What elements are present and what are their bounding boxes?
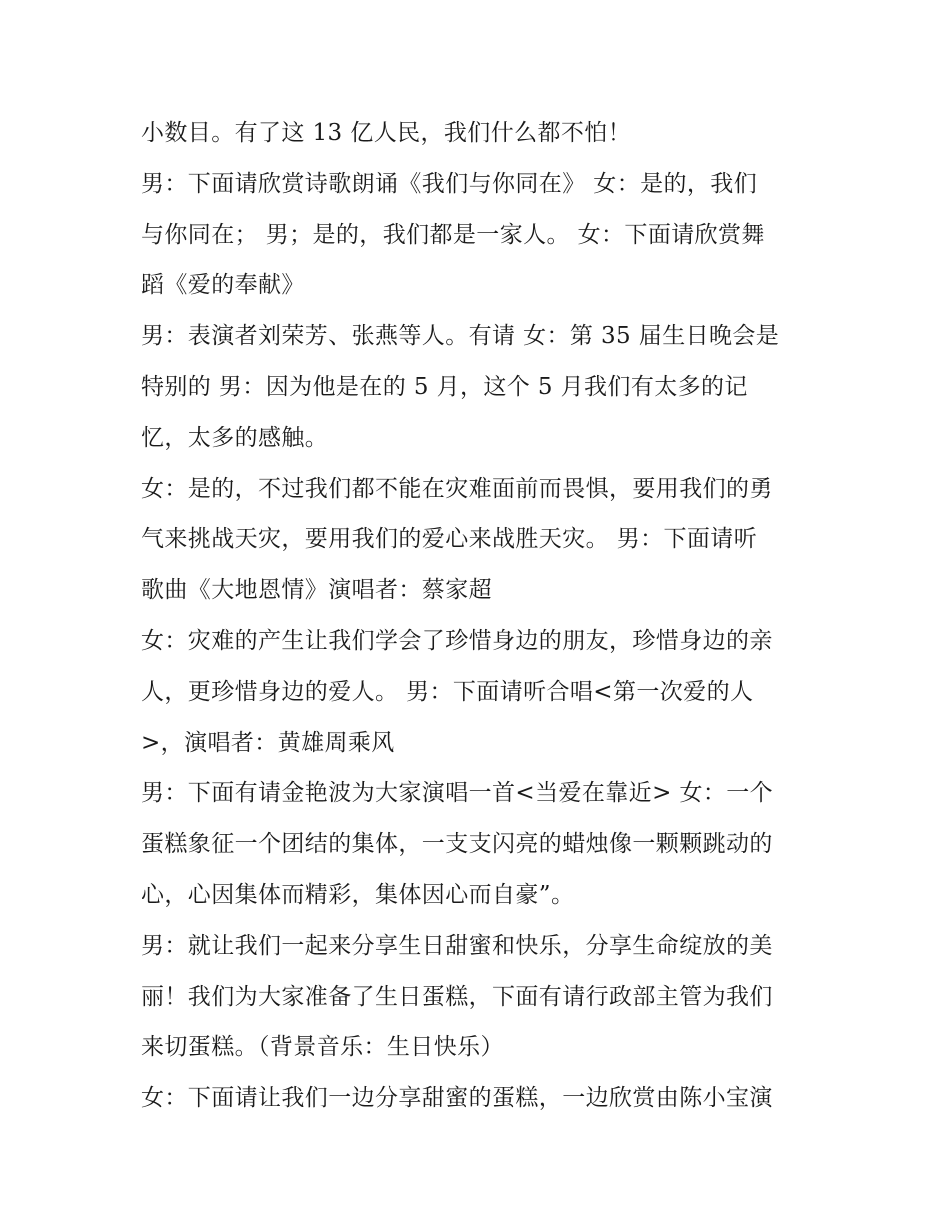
text-line: >，演唱者：黄雄周乘风	[141, 729, 395, 756]
text-line: 与你同在； 男；是的，我们都是一家人。 女：下面请欣赏舞	[141, 221, 765, 248]
text-line: 蹈《爱的奉献》	[141, 272, 305, 299]
text-line: 人，更珍惜身边的爱人。 男：下面请听合唱<第一次爱的人	[141, 678, 754, 705]
text-line: 女：下面请让我们一边分享甜蜜的蛋糕，一边欣赏由陈小宝演	[141, 1085, 773, 1112]
text-line: 男：就让我们一起来分享生日甜蜜和快乐，分享生命绽放的美	[141, 932, 773, 959]
text-line: 蛋糕象征一个团结的集体，一支支闪亮的蜡烛像一颗颗跳动的	[141, 831, 773, 858]
script-text-body	[141, 108, 821, 1124]
text-line: 特别的 男：因为他是在的 5 月，这个 5 月我们有太多的记	[141, 373, 748, 400]
text-line: 女：是的，不过我们都不能在灾难面前而畏惧，要用我们的勇	[141, 475, 773, 502]
text-line: 丽！我们为大家准备了生日蛋糕，下面有请行政部主管为我们	[141, 983, 773, 1010]
text-line: 男：表演者刘荣芳、张燕等人。有请 女：第 35 届生日晚会是	[141, 323, 780, 350]
text-line: 气来挑战天灾，要用我们的爱心来战胜天灾。 男：下面请听	[141, 526, 758, 553]
text-line: 来切蛋糕。（背景音乐：生日快乐）	[141, 1034, 504, 1061]
text-line: 男：下面有请金艳波为大家演唱一首<当爱在靠近> 女：一个	[141, 780, 774, 807]
text-line: 小数目。有了这 13 亿人民，我们什么都不怕！	[141, 120, 632, 146]
text-line: 心，心因集体而精彩，集体因心而自豪”。	[141, 881, 575, 908]
text-line: 歌曲《大地恩情》演唱者：蔡家超	[141, 577, 492, 604]
text-line: 女：灾难的产生让我们学会了珍惜身边的朋友，珍惜身边的亲	[141, 627, 773, 654]
text-line: 忆，太多的感触。	[141, 424, 329, 451]
text-line: 男：下面请欣赏诗歌朗诵《我们与你同在》 女：是的，我们	[141, 170, 758, 197]
